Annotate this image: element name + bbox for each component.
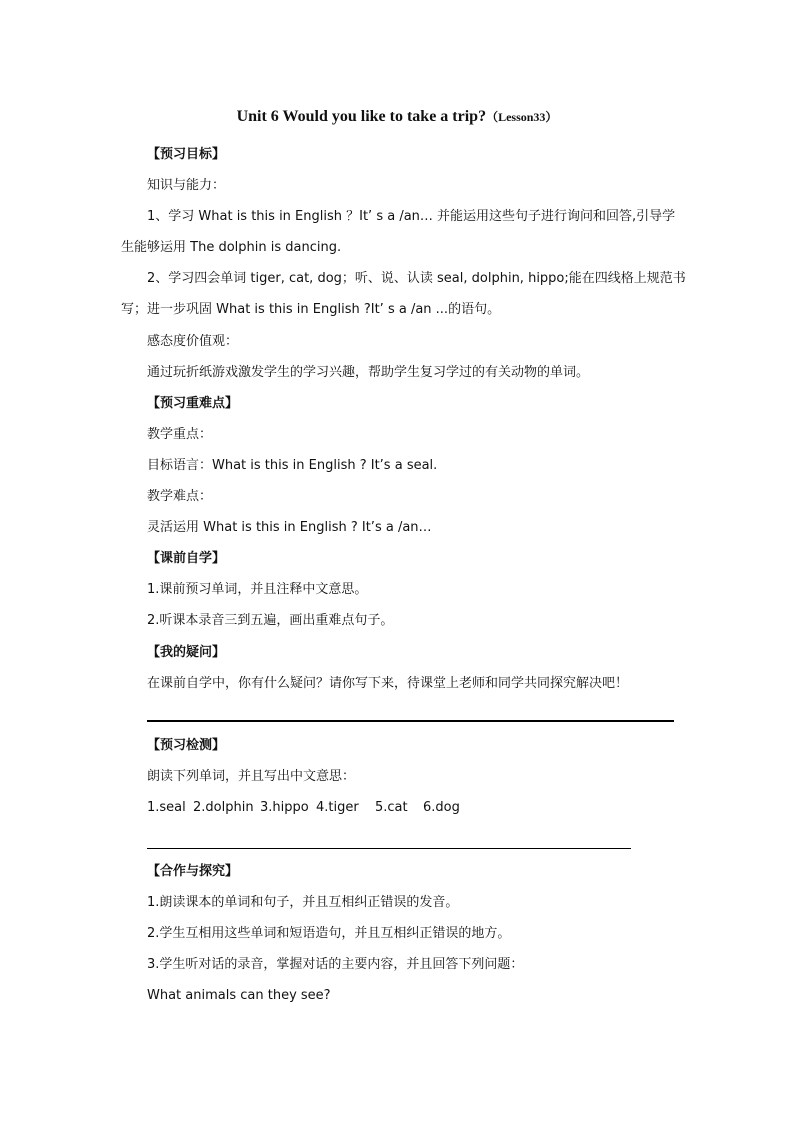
section-divider [147, 848, 631, 849]
self-study-heading: 【课前自学】 [147, 551, 226, 566]
self-study-item-2: 2.听课本录音三到五遍，画出重难点句子。 [147, 613, 394, 628]
questions-heading: 【我的疑问】 [147, 645, 226, 660]
objective-item-1-line-2: 生能够运用 The dolphin is dancing. [121, 240, 342, 255]
answer-line [147, 720, 674, 722]
vocab-word: 2.dolphin [193, 800, 254, 815]
cooperation-item-2: 2.学生互相用这些单词和短语造句，并且互相纠正错误的地方。 [147, 926, 511, 941]
vocab-word: 5.cat [375, 800, 408, 815]
objective-item-1-line-1: 1、学习 What is this in English ？It’ s a /an… 并能运用这些句子进行询问和回答,引导学 [147, 209, 676, 224]
vocab-word: 6.dog [423, 800, 460, 815]
cooperation-item-1: 1.朗读课本的单词和句子，并且互相纠正错误的发音。 [147, 895, 459, 910]
difficulty-text: 灵活运用 What is this in English ? It’s a /an… [147, 520, 432, 535]
vocab-word: 3.hippo [260, 800, 309, 815]
cooperation-item-3: 3.学生听对话的录音，掌握对话的主要内容，并且回答下列问题： [147, 957, 524, 972]
title-lesson: （Lesson33） [486, 110, 558, 124]
vocab-list [147, 800, 460, 816]
check-heading: 【预习检测】 [147, 738, 226, 753]
objectives-heading: 【预习目标】 [147, 147, 226, 162]
attitude-label: 感态度价值观： [147, 334, 239, 349]
focus-label: 教学重点： [147, 427, 213, 442]
objective-item-2-line-2: 写；进一步巩固 What is this in English ?It’ s a /an ...的语句。 [121, 302, 501, 317]
focus-text: 目标语言：What is this in English ? It’s a seal. [147, 458, 438, 473]
knowledge-label: 知识与能力： [147, 178, 226, 193]
document-title [0, 108, 794, 126]
check-instruction: 朗读下列单词，并且写出中文意思： [147, 769, 356, 784]
objective-item-2-line-1: 2、学习四会单词 tiger, cat, dog；听、说、认读 seal, dolphin, hippo;能在四线格上规范书 [147, 271, 686, 286]
questions-text: 在课前自学中，你有什么疑问？请你写下来，待课堂上老师和同学共同探究解决吧！ [147, 676, 629, 691]
key-points-heading: 【预习重难点】 [147, 396, 239, 411]
cooperation-question: What animals can they see? [147, 988, 331, 1003]
cooperation-heading: 【合作与探究】 [147, 864, 239, 879]
vocab-word: 4.tiger [316, 800, 359, 815]
attitude-text: 通过玩折纸游戏激发学生的学习兴趣，帮助学生复习学过的有关动物的单词。 [147, 365, 590, 380]
difficulty-label: 教学难点： [147, 489, 213, 504]
self-study-item-1: 1.课前预习单词，并且注释中文意思。 [147, 582, 368, 597]
title-main: Unit 6 Would you like to take a trip? [236, 108, 487, 125]
vocab-word: 1.seal [147, 800, 186, 815]
